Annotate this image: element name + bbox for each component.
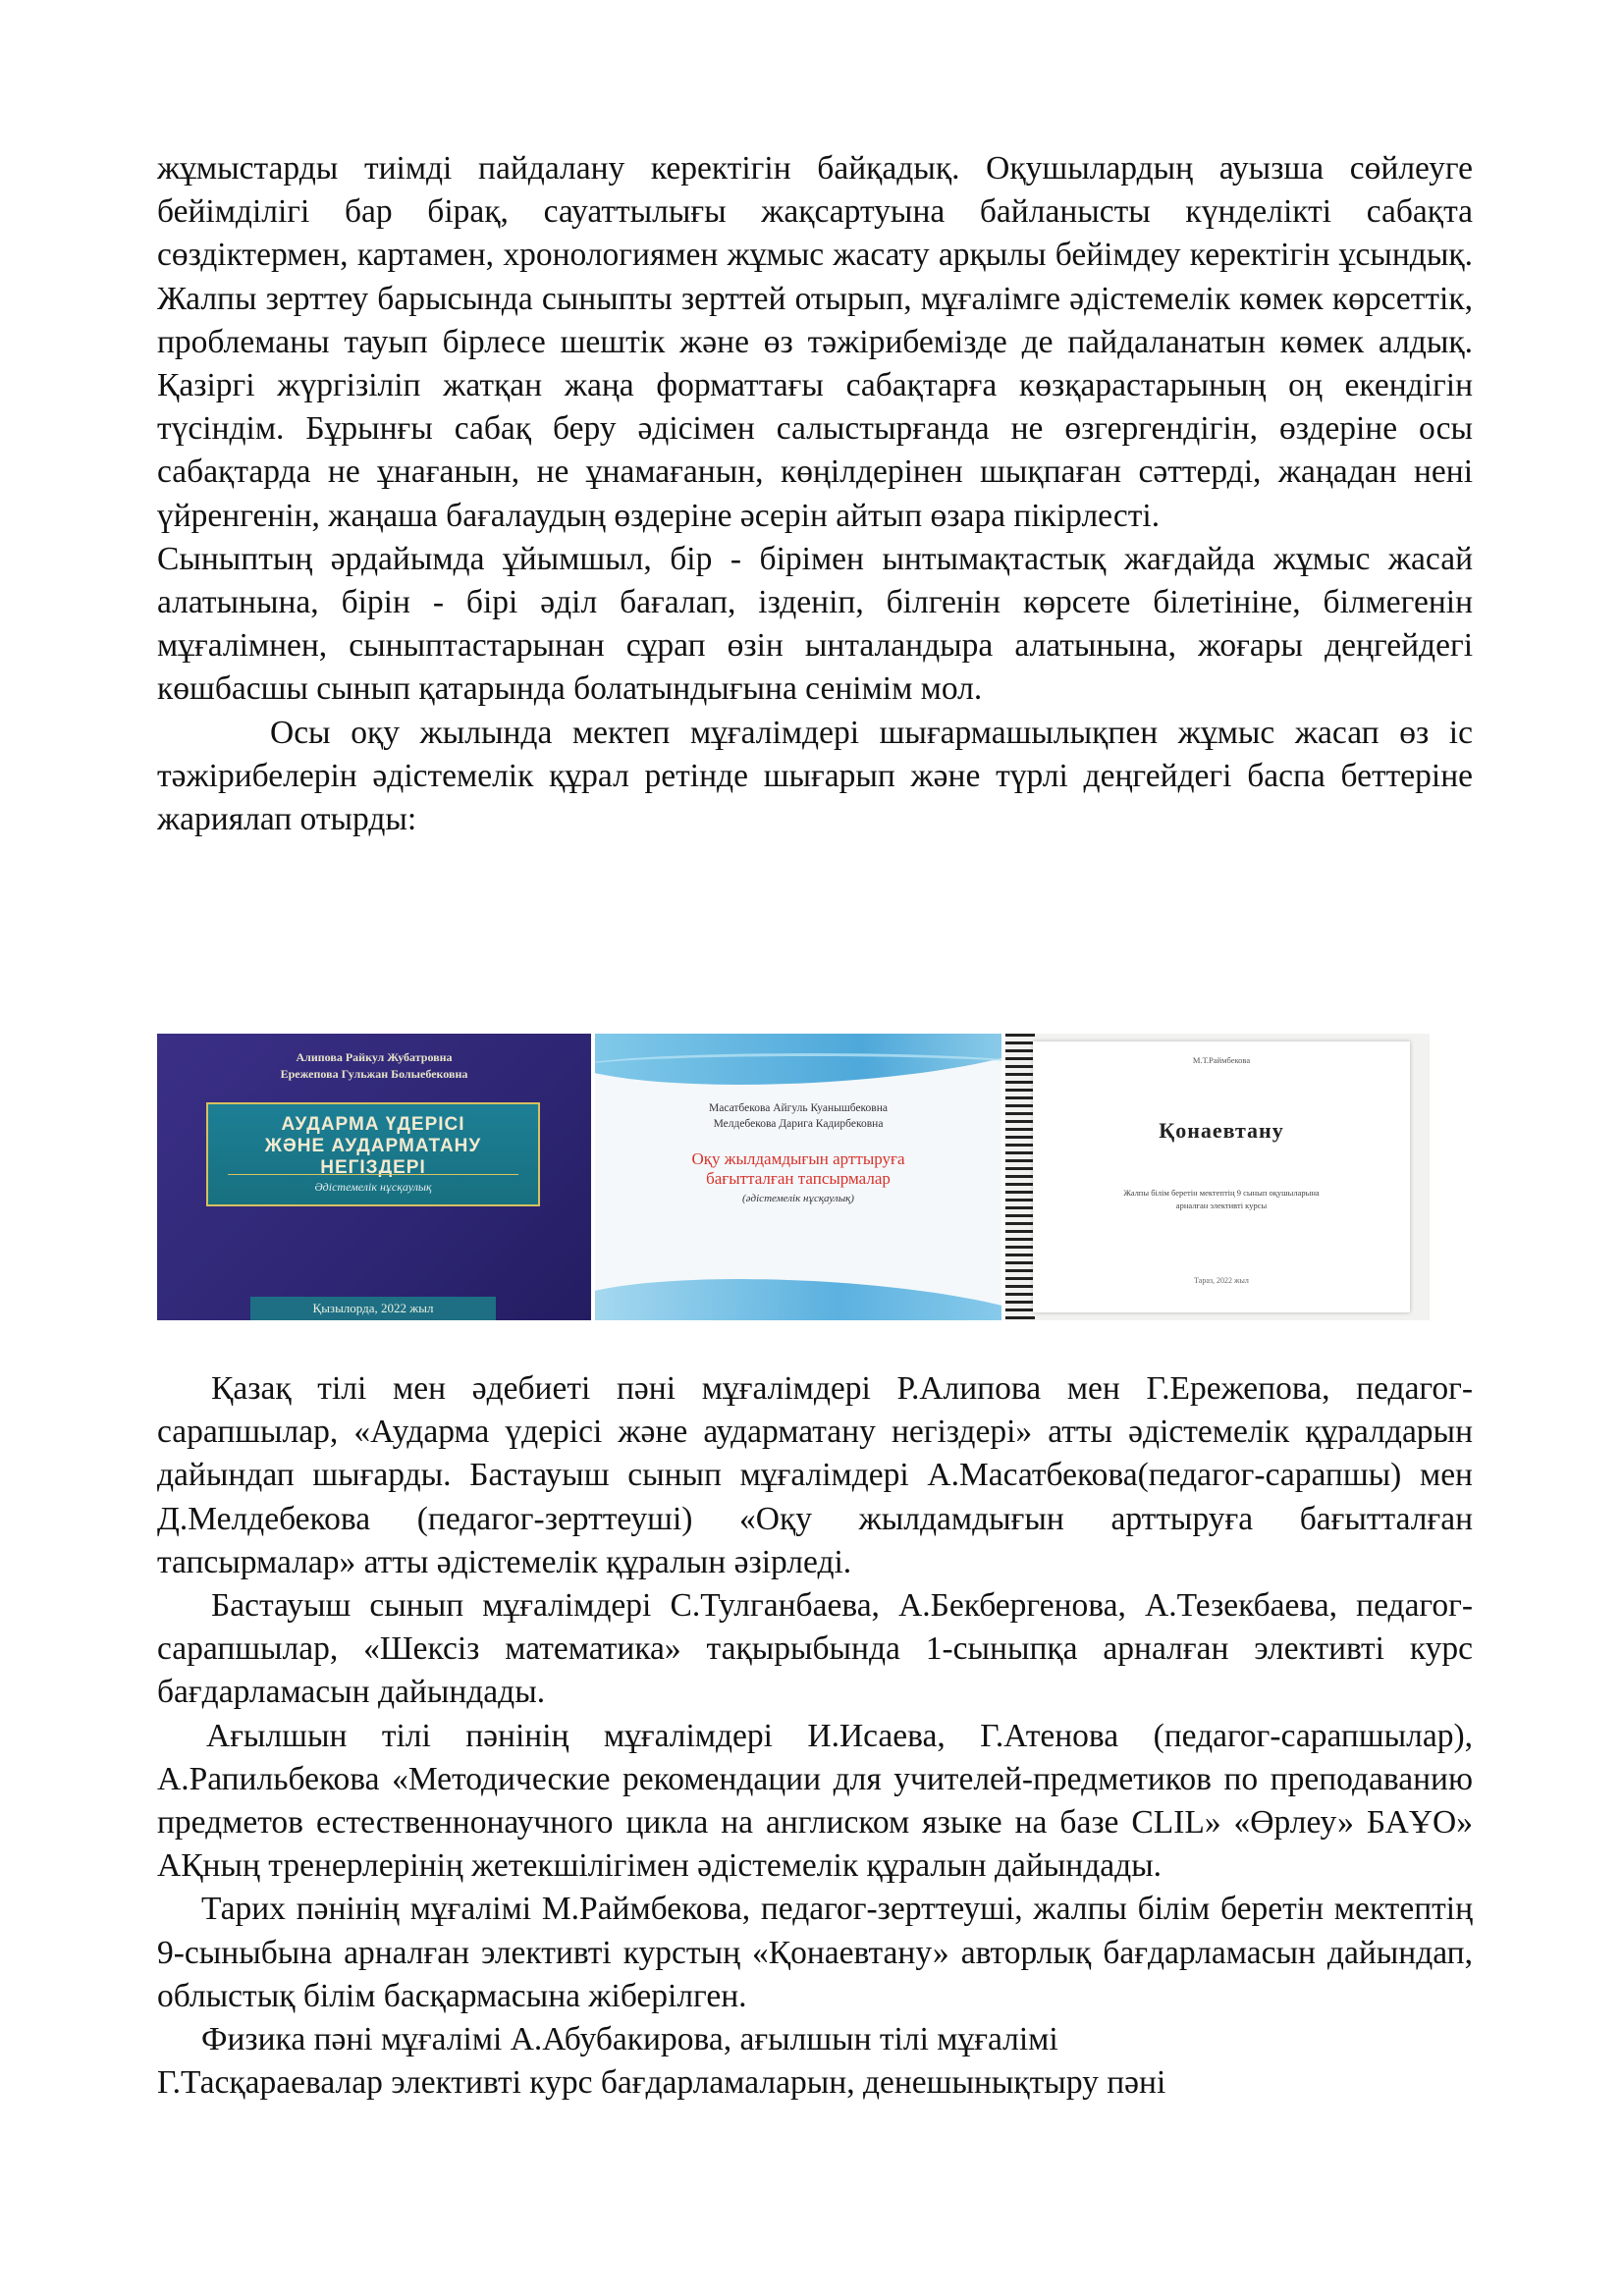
book-cover-konaevtanu: [1005, 1034, 1430, 1320]
book3-year: Тараз, 2022 жыл: [1194, 1276, 1249, 1285]
book1-title: АУДАРМА ҮДЕРІСІ ЖӘНЕ АУДАРМАТАНУ НЕГІЗДЕРІ: [264, 1114, 482, 1178]
book1-divider: [228, 1174, 518, 1175]
paragraph-3: Осы оқу жылында мектеп мұғалімдері шығармашылықпен жұмыс жасап өз іс тәжірибелерін әдістемелік құрал ретінде шығарып және түрлі деңгейдегі баспа беттеріне жариялап отырды:: [157, 714, 1473, 838]
paragraph-6: Ағылшын тілі пәнінің мұғалімдері И.Исаева, Г.Атенова (педагог-сарапшылар), А.Рапильбекова «Методические рекомендации для учителей-предметиков по преподаванию предметов естественнонаучного цикла на англиском языке на базе CLIL» «Өрлеу» БАҰО» АҚның тренерлерінің жетекшілігімен әдістемелік құралын дайындады.: [157, 1717, 1473, 1885]
text-block-bottom: [157, 1367, 1473, 2105]
book-cover-oku: [595, 1034, 1001, 1320]
book-cover-audarma: [157, 1034, 591, 1320]
paragraph-8-line-1: Физика пәні мұғалімі А.Абубакирова, ағылшын тілі мұғалімі: [201, 2021, 1058, 2058]
book3-subtitle: Жалпы білім беретін мектептің 9 сынып оқушыларына арналған элективті курсы: [1123, 1188, 1320, 1210]
book3-author: М.Т.Раймбекова: [1192, 1055, 1251, 1065]
paragraph-4: Қазақ тілі мен әдебиеті пәні мұғалімдері Р.Алипова мен Г.Ережепова, педагог-сарапшылар, «Аударма үдерісі және аударматану негіздері» атты әдістемелік құралдарын дайындап шығарды. Бастауыш сынып мұғалімдері А.Масатбекова(педагог-сарапшы) мен Д.Мелдебекова (педагог-зерттеуші) «Оқу жылдамдығын арттыруға бағытталған тапсырмалар» атты әдістемелік құралын әзірледі.: [157, 1370, 1473, 1580]
wave-decoration: [595, 1267, 1001, 1320]
book2-title: Оқу жылдамдығын арттыруға бағытталған тапсырмалар: [691, 1149, 905, 1188]
book-covers: [157, 1034, 1430, 1320]
paragraph-1: жұмыстарды тиімді пайдалану керектігін байқадық. Оқушылардың ауызша сөйлеуге бейімділігі бар бірақ, сауаттылығы жақсартуына байланысты күнделікті сабақта сөздіктермен, картамен, хронологиямен жұмыс жасату арқылы бейімдеу керектігін ұсындық. Жалпы зерттеу барысында сыныпты зерттей отырып, мұғалімге әдістемелік көмек көрсеттік, проблеманы тауып бірлесе шештік және өз тәжірибемізде де пайдаланатын көмек алдық. Қазіргі жүргізіліп жатқан жаңа форматтағы сабақтарға көзқарастарының оң екендігін түсіндім. Бұрынғы сабақ беру әдісімен салыстырғанда не өзгергендігін, өздеріне осы сабақтарда не ұнағанын, не ұнамағанын, көңілдерінен шықпаған сәттерді, жаңадан нені үйренгенін, жаңаша бағалаудың өздеріне әсерін айтып өзара пікірлесті.: [157, 150, 1473, 534]
book1-subtitle: Әдістемелік нұсқаулық: [314, 1180, 432, 1194]
book1-authors: Алипова Райкул Жубатровна Ережепова Гульжан Болыебековна: [280, 1050, 468, 1081]
wave-decoration: [595, 1053, 1001, 1082]
book3-sheet: [1033, 1041, 1410, 1312]
book1-title-panel: [206, 1102, 540, 1206]
paragraph-5: Бастауыш сынып мұғалімдері С.Тулганбаева, А.Бекбергенова, А.Тезекбаева, педагог-сарапшылар, «Шексіз математика» тақырыбында 1-сыныпқа арналған элективті курс бағдарламасын дайындады.: [157, 1587, 1473, 1711]
book3-title: Қонаевтану: [1159, 1118, 1284, 1143]
text-block-top: [157, 147, 1473, 841]
book2-subtitle: (әдістемелік нұсқаулық): [742, 1193, 854, 1204]
spiral-binding: [1005, 1034, 1035, 1320]
book2-authors: Масатбекова Айгуль Куанышбековна Мелдебекова Дарига Кадирбековна: [709, 1102, 888, 1130]
paragraph-8-line-2: Г.Тасқараевалар элективті курс бағдарламаларын, денешынықтыру пәні: [157, 2064, 1166, 2102]
paragraph-2: Сыныптың әрдайымда ұйымшыл, бір - бірімен ынтымақтастық жағдайда жұмыс жасай алатынына, бірін - бірі әділ бағалап, ізденіп, білгенін көрсете білетініне, білмегенін мұғалімнен, сыныптастарынан сұрап өзін ынталандыра алатынына, жоғары деңгейдегі көшбасшы сынып қатарында болатындығына сенімім мол.: [157, 540, 1473, 708]
book1-footer: Қызылорда, 2022 жыл: [250, 1297, 496, 1320]
paragraph-7: Тарих пәнінің мұғалімі М.Раймбекова, педагог-зерттеуші, жалпы білім беретін мектептің 9-сыныбына арналған элективті курстың «Қонаевтану» авторлық бағдарламасын дайындап, облыстық білім басқармасына жіберілген.: [157, 1891, 1473, 2014]
